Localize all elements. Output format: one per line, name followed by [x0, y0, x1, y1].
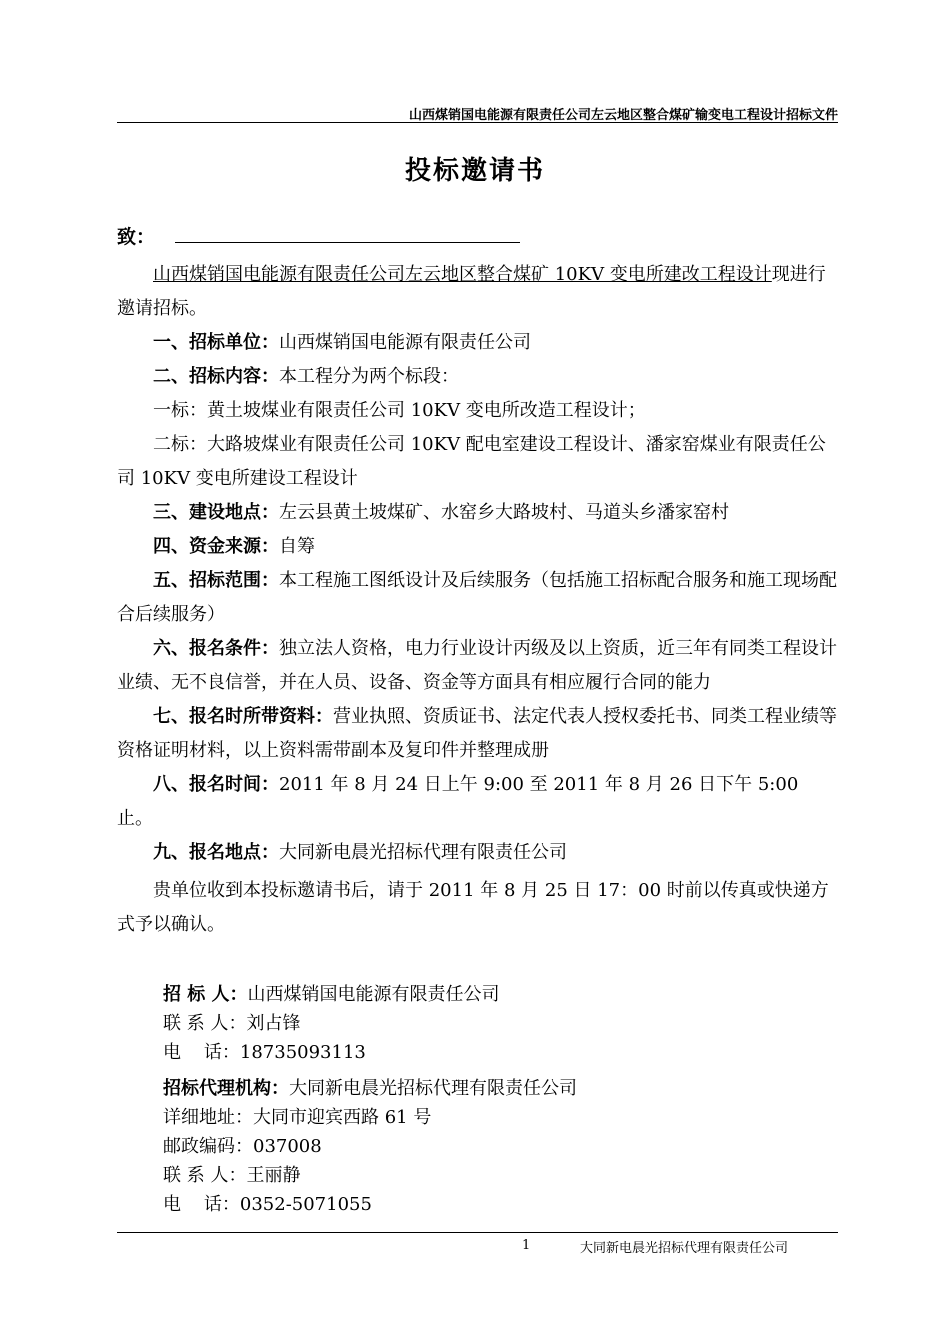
item-text: 本工程施工图纸设计及后续服务（包括施工招标配合服务和施工现场配合后续服务）	[117, 570, 837, 625]
contact-label: 电 话：	[163, 1042, 240, 1063]
item-text: 自筹	[279, 536, 315, 557]
intro-rest: 现进行邀请招标。	[117, 264, 826, 319]
tenderer-name: 山西煤销国电能源有限责任公司	[247, 984, 500, 1005]
contact-label: 联 系 人：	[163, 1165, 247, 1186]
contact-label: 邮政编码：	[163, 1136, 253, 1157]
agency-postcode: 037008	[253, 1136, 322, 1157]
footer-rule	[117, 1232, 838, 1233]
item-conditions	[117, 632, 837, 700]
tenderer-name-row	[163, 980, 500, 1009]
page-number: 1	[522, 1238, 531, 1253]
tenderer-contact-row	[163, 1009, 500, 1038]
agency-name-row	[163, 1074, 577, 1103]
item-label: 七、报名时所带资料：	[153, 706, 333, 727]
agency-address-row	[163, 1103, 577, 1132]
contact-label: 联 系 人：	[163, 1013, 247, 1034]
item-label: 二、招标内容：	[153, 366, 279, 387]
item-materials	[117, 700, 837, 768]
item-text: 本工程分为两个标段：	[279, 366, 459, 387]
item-lot-2	[117, 428, 837, 496]
item-label: 六、报名条件：	[153, 638, 279, 659]
agency-name: 大同新电晨光招标代理有限责任公司	[289, 1078, 577, 1099]
contact-label: 详细地址：	[163, 1107, 253, 1128]
agency-contact-row	[163, 1161, 577, 1190]
agency-phone: 0352-5071055	[239, 1194, 372, 1215]
item-label: 八、报名时间：	[153, 774, 279, 795]
agency-postcode-row	[163, 1132, 577, 1161]
tenderer-contacts	[163, 980, 500, 1067]
item-bid-unit	[117, 326, 837, 360]
tenderer-phone-row	[163, 1038, 500, 1067]
project-name: 山西煤销国电能源有限责任公司左云地区整合煤矿 10KV 变电所建改工程设计	[153, 264, 772, 285]
intro-paragraph	[117, 258, 837, 326]
item-lot-1	[117, 394, 837, 428]
running-header: 山西煤销国电能源有限责任公司左云地区整合煤矿输变电工程设计招标文件	[408, 108, 838, 123]
item-bid-content	[117, 360, 837, 394]
addressee-blank-line	[175, 242, 520, 243]
addressee-label: 致：	[117, 226, 156, 248]
item-label: 五、招标范围：	[153, 570, 279, 591]
confirmation-paragraph: 贵单位收到本投标邀请书后，请于 2011 年 8 月 25 日 17：00 时前以传真或快递方式予以确认。	[117, 880, 829, 935]
contact-label: 招标代理机构：	[163, 1078, 289, 1099]
item-label: 四、资金来源：	[153, 536, 279, 557]
item-funding	[117, 530, 837, 564]
item-label: 九、报名地点：	[153, 842, 279, 863]
header-rule	[117, 122, 838, 123]
item-text: 一标：黄土坡煤业有限责任公司 10KV 变电所改造工程设计；	[153, 400, 646, 421]
item-text: 山西煤销国电能源有限责任公司	[279, 332, 531, 353]
item-label: 一、招标单位：	[153, 332, 279, 353]
item-text: 营业执照、资质证书、法定代表人授权委托书、同类工程业绩等资格证明材料，以上资料需带副本及复印件并整理成册	[117, 706, 837, 761]
item-registration-place	[117, 836, 837, 870]
invitation-body	[117, 258, 837, 942]
tenderer-phone: 18735093113	[239, 1042, 366, 1063]
agency-address: 大同市迎宾西路 61 号	[253, 1107, 432, 1128]
item-text: 大同新电晨光招标代理有限责任公司	[279, 842, 567, 863]
item-label: 三、建设地点：	[153, 502, 279, 523]
contact-label: 招 标 人：	[163, 984, 248, 1005]
item-scope	[117, 564, 837, 632]
item-text: 左云县黄土坡煤矿、水窑乡大路坡村、马道头乡潘家窑村	[279, 502, 729, 523]
item-text: 独立法人资格，电力行业设计丙级及以上资质，近三年有同类工程设计业绩、无不良信誉，并在人员、设备、资金等方面具有相应履行合同的能力	[117, 638, 837, 693]
item-location	[117, 496, 837, 530]
tenderer-contact: 刘占锋	[246, 1013, 301, 1034]
item-text: 二标：大路坡煤业有限责任公司 10KV 配电室建设工程设计、潘家窑煤业有限责任公司 10KV 变电所建设工程设计	[117, 434, 826, 489]
page-title: 投标邀请书	[404, 156, 545, 186]
agency-contact: 王丽静	[246, 1165, 301, 1186]
agency-phone-row	[163, 1190, 577, 1219]
footer-company: 大同新电晨光招标代理有限责任公司	[580, 1241, 789, 1256]
contact-label: 电 话：	[163, 1194, 240, 1215]
item-text: 2011 年 8 月 24 日上午 9:00 至 2011 年 8 月 26 日下午 5:00 止。	[117, 774, 799, 829]
item-registration-time	[117, 768, 837, 836]
agency-contacts	[163, 1074, 577, 1219]
